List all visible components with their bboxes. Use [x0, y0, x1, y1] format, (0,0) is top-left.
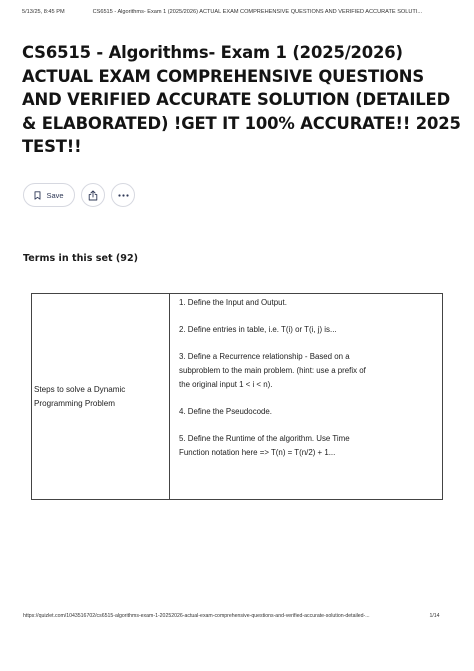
print-header — [22, 9, 464, 15]
print-url: https://quizlet.com/1043516702/cs6515-algorithms-exam-1-20252026-actual-exam-comprehensive-questions-and-verified-accurate-solution-detailed-... — [23, 613, 370, 619]
page-number: 1/14 — [429, 613, 440, 619]
print-page-title: CS6515 - Algorithms- Exam 1 (2025/2026) ACTUAL EXAM COMPREHENSIVE QUESTIONS AND VERIFIED ACCURATE SOLUTI... — [92, 9, 423, 15]
definition-line: 5. Define the Runtime of the algorithm. Use Time — [179, 433, 350, 443]
print-footer — [23, 613, 464, 619]
definition-line: 1. Define the Input and Output. — [179, 298, 287, 307]
definition-line: subproblem to the main problem. (hint: use a prefix of — [179, 365, 366, 375]
term-cell — [32, 294, 170, 499]
definition-step-3 — [179, 350, 436, 391]
term-text-line: Steps to solve a Dynamic — [34, 384, 126, 394]
share-icon — [88, 190, 98, 201]
more-options-button[interactable] — [111, 183, 135, 207]
definition-cell — [170, 294, 442, 499]
save-label: Save — [46, 190, 64, 200]
save-button[interactable] — [23, 183, 75, 207]
definition-step-1 — [179, 296, 436, 310]
definition-line: 4. Define the Pseudocode. — [179, 406, 273, 416]
definition-line: 2. Define entries in table, i.e. T(i) or T(i, j) is... — [179, 325, 337, 335]
terms-heading: Terms in this set (92) — [23, 253, 139, 264]
share-button[interactable] — [81, 183, 105, 207]
definition-step-4 — [179, 405, 436, 419]
document-title: CS6515 - Algorithms- Exam 1 (2025/2026) ACTUAL EXAM COMPREHENSIVE QUESTIONS AND VERIFIED ACCURATE SOLUTION (DETAILED & ELABORATED) !GET IT 100% ACCURATE!! 2025 TEST!! — [22, 43, 461, 156]
term-text-line: Programming Problem — [34, 398, 115, 408]
definition-step-5 — [179, 432, 436, 459]
bookmark-icon — [34, 191, 41, 200]
definition-line: the original input 1 < i < n). — [179, 379, 273, 389]
action-bar — [23, 183, 135, 207]
more-icon — [118, 194, 129, 197]
definition-line: Function notation here => T(n) = T(n/2) + 1... — [179, 447, 336, 457]
definition-line: 3. Define a Recurrence relationship - Based on a — [179, 352, 350, 362]
term-card — [31, 293, 443, 500]
print-datetime: 5/13/25, 8:45 PM — [22, 9, 65, 15]
definition-step-2 — [179, 323, 436, 337]
